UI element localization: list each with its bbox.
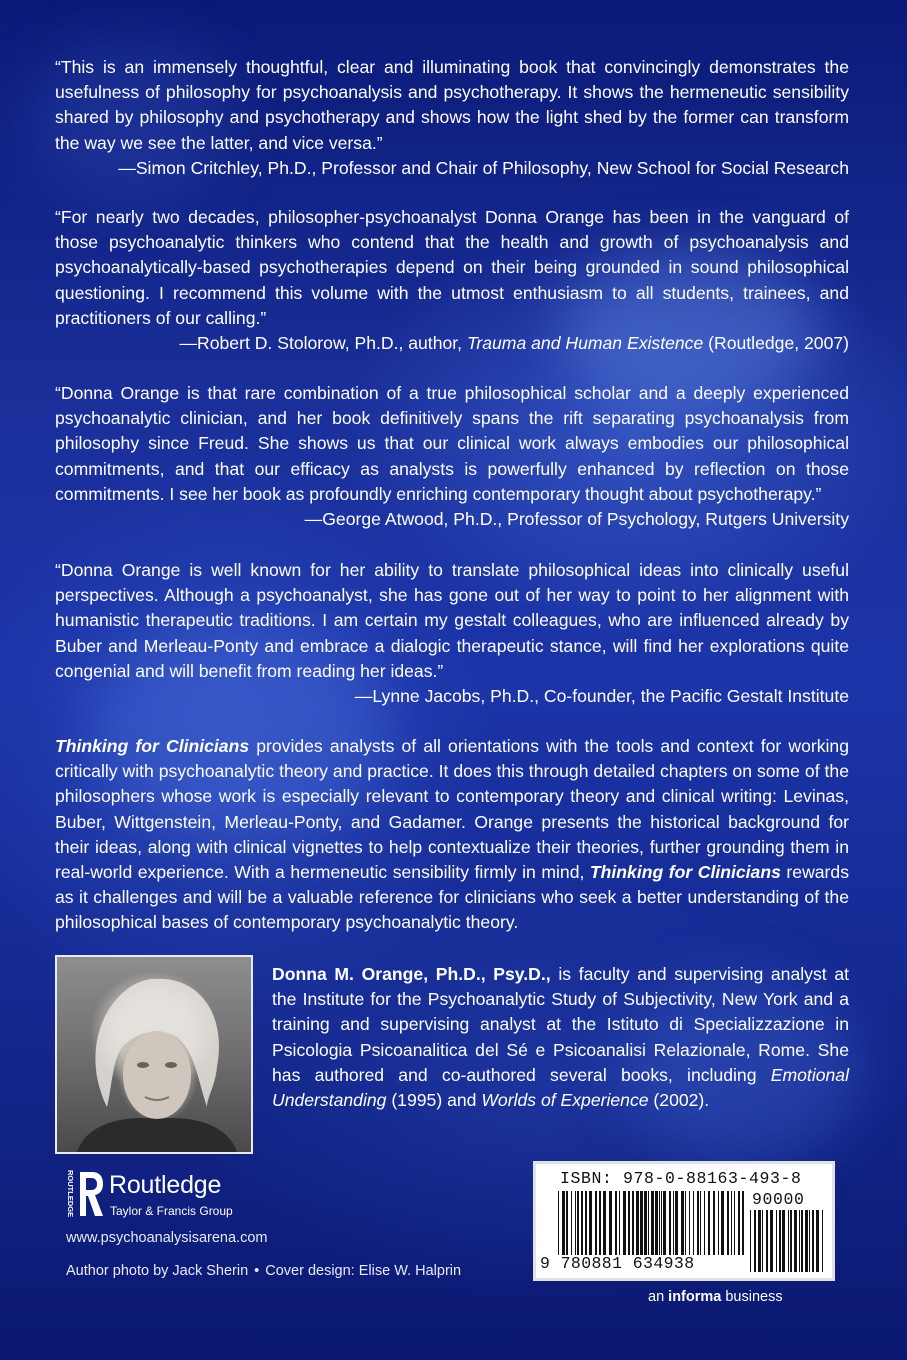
barcode-bar bbox=[648, 1191, 649, 1255]
barcode-bar bbox=[673, 1191, 674, 1255]
attribution-prefix: —Robert D. Stolorow, Ph.D., author, bbox=[179, 333, 467, 354]
quote-attribution: —George Atwood, Ph.D., Professor of Psychology, Rutgers University bbox=[304, 509, 849, 530]
barcode-bar bbox=[738, 1191, 740, 1255]
quote-text: “This is an immensely thoughtful, clear and illuminating book that convincingly demonstrates the usefulness of philosophy for psychoanalysis and psychotherapy. It shows the hermeneutic sensibility shared by philosophy and psychotherapy and shows how the light shed by the former can transform the way we see the latter, and vice versa.” bbox=[55, 57, 849, 153]
informa-prefix: an bbox=[648, 1289, 669, 1305]
barcode-bar bbox=[788, 1210, 789, 1272]
barcode-bar bbox=[571, 1191, 572, 1255]
barcode-bar bbox=[794, 1210, 797, 1272]
isbn-barcode bbox=[533, 1161, 835, 1281]
barcode-bar bbox=[655, 1191, 658, 1255]
barcode-bars-main bbox=[558, 1191, 744, 1255]
barcode-bar bbox=[636, 1191, 639, 1255]
barcode-bar bbox=[731, 1191, 732, 1255]
barcode-bar bbox=[779, 1210, 781, 1272]
photo-credit: Author photo by Jack Sherin bbox=[66, 1263, 249, 1279]
review-quote-jacobs bbox=[55, 558, 849, 709]
publisher-logo bbox=[66, 1168, 286, 1224]
barcode-bar bbox=[750, 1210, 751, 1272]
barcode-bar bbox=[734, 1191, 735, 1255]
barcode-bar bbox=[581, 1191, 583, 1255]
barcode-bar bbox=[589, 1191, 592, 1255]
barcode-bar bbox=[805, 1210, 808, 1272]
barcode-bar bbox=[628, 1191, 630, 1255]
book-reference: Emotional Understanding bbox=[272, 1064, 849, 1111]
barcode-bar bbox=[681, 1191, 684, 1255]
barcode-bar bbox=[708, 1191, 710, 1255]
attribution-book-title: Trauma and Human Existence bbox=[466, 333, 704, 354]
barcode-bar bbox=[615, 1191, 617, 1255]
informa-suffix: business bbox=[721, 1289, 783, 1305]
review-quote-atwood bbox=[55, 381, 849, 532]
credit-separator: • bbox=[254, 1263, 260, 1279]
barcode-bar bbox=[801, 1210, 803, 1272]
bio-text: is faculty and supervising analyst at the Institute for the Psychoanalytic Study of Subjectivity, New York and a training and supervising analyst at the Istituto di Specializzazione in Psicologia Psicoanalitica del Sé e Psicoanalisi Relazionale, Rome. She has authored and co-authored several books, including bbox=[272, 964, 849, 1085]
cover-credits bbox=[66, 1263, 461, 1279]
barcode-bar bbox=[758, 1210, 761, 1272]
bio-text: (1995) and bbox=[386, 1090, 482, 1111]
review-quote-critchley bbox=[55, 55, 849, 181]
barcode-bar bbox=[822, 1210, 823, 1272]
barcode-bar bbox=[776, 1210, 777, 1272]
design-credit: Cover design: Elise W. Halprin bbox=[265, 1263, 462, 1279]
barcode-bar bbox=[659, 1191, 660, 1255]
barcode-bar bbox=[585, 1191, 587, 1255]
barcode-bar bbox=[577, 1191, 579, 1255]
barcode-bar bbox=[669, 1191, 671, 1255]
price-code: 90000 bbox=[752, 1190, 805, 1209]
description-text: provides analysts of all orientations with the tools and context for working critically with psychoanalytic theory and practice. It does this through detailed chapters on some of the philosophers whose work is especially relevant to contemporary theory and clinical writing: Levinas, Buber, Wittgenstein, Merleau-Ponty, and Gadamer. Orange presents the historical background for their ideas, along with clinical vignettes to help contextualize their theories, further grounding them in real-world experience. With a hermeneutic sensibility firmly in mind, bbox=[55, 736, 849, 883]
barcode-bar bbox=[704, 1191, 705, 1255]
barcode-bar bbox=[609, 1191, 612, 1255]
quote-text: “For nearly two decades, philosopher-psychoanalyst Donna Orange has been in the vanguard of those psychoanalytic thinkers who contend that the health and growth of psychoanalysis and psychoanalytically-based psychotherapies depend on their being grounded in sound philosophical questioning. I recommend this volume with the utmost enthusiasm to all students, trainees, and practitioners of our calling.” bbox=[55, 207, 849, 328]
barcode-bar bbox=[742, 1191, 744, 1255]
description-text: rewards as it challenges and will be a valuable reference for clinicians who seek a better understanding of the philosophical bases of contemporary psychoanalytic theory. bbox=[55, 862, 849, 933]
barcode-bar bbox=[640, 1191, 643, 1255]
barcode-bar bbox=[675, 1191, 678, 1255]
book-title: Thinking for Clinicians bbox=[55, 736, 250, 756]
informa-brand: informa bbox=[668, 1289, 722, 1305]
author-photo bbox=[55, 955, 253, 1154]
barcode-bar bbox=[721, 1191, 724, 1255]
bio-text: (2002). bbox=[648, 1090, 710, 1111]
quote-attribution: —Lynne Jacobs, Ph.D., Co-founder, the Pacific Gestalt Institute bbox=[354, 686, 849, 707]
author-portrait-sketch bbox=[57, 957, 251, 1152]
barcode-bar bbox=[595, 1191, 597, 1255]
barcode-bar bbox=[700, 1191, 701, 1255]
isbn-number: ISBN: 978-0-88163-493-8 bbox=[560, 1169, 802, 1188]
barcode-bar bbox=[689, 1191, 690, 1255]
barcode-bar bbox=[693, 1191, 694, 1255]
barcode-bar bbox=[766, 1210, 768, 1272]
author-bio bbox=[272, 962, 849, 1113]
barcode-bar bbox=[816, 1210, 819, 1272]
barcode-bar bbox=[762, 1210, 763, 1272]
barcode-bar bbox=[619, 1191, 620, 1255]
barcode-bar bbox=[663, 1191, 666, 1255]
barcode-bar bbox=[790, 1210, 792, 1272]
barcode-bar bbox=[718, 1191, 719, 1255]
barcode-bar bbox=[562, 1191, 565, 1255]
quote-text: “Donna Orange is that rare combination of a true philosophical scholar and a deeply experienced psychoanalytic clinician, and her book definitively spans the rift separating psychoanalysis from philosophy since Freud. She shows us that our clinical work always embodies our philosophical commitments, and that our efficacy as analysts is powerfully enhanced by reflection on those commitments. I see her book as profoundly enriching contemporary thought about psychotherapy.” bbox=[55, 383, 849, 504]
barcode-bar bbox=[713, 1191, 715, 1255]
barcode-digits: 9 780881 634938 bbox=[540, 1254, 695, 1273]
barcode-bar bbox=[697, 1191, 699, 1255]
barcode-bar bbox=[566, 1191, 568, 1255]
barcode-bar bbox=[644, 1191, 647, 1255]
quote-attribution: —Simon Critchley, Ph.D., Professor and Chair of Philosophy, New School for Social Research bbox=[118, 157, 849, 178]
barcode-bars-addon bbox=[750, 1210, 826, 1272]
barcode-bar bbox=[809, 1210, 810, 1272]
barcode-bar bbox=[661, 1191, 662, 1255]
quote-text: “Donna Orange is well known for her ability to translate philosophical ideas into clinically useful perspectives. Although a psychoanalyst, she has gone out of her way to point to her alignment with humanistic therapeutic traditions. I am certain my gestalt colleagues, who are influenced already by Buber and Merleau-Ponty and embrace a dialogic therapeutic stance, will find her explorations quite congenial and will benefit from reading her ideas.” bbox=[55, 560, 849, 681]
barcode-bar bbox=[812, 1210, 814, 1272]
attribution-suffix: (Routledge, 2007) bbox=[703, 333, 849, 354]
barcode-bar bbox=[651, 1191, 654, 1255]
barcode-bar bbox=[754, 1210, 756, 1272]
barcode-bar bbox=[770, 1210, 773, 1272]
quote-attribution bbox=[55, 331, 849, 356]
barcode-bar bbox=[799, 1210, 800, 1272]
barcode-bar bbox=[603, 1191, 606, 1255]
vertical-wordmark: ROUTLEDGE bbox=[66, 1170, 75, 1218]
barcode-bar bbox=[685, 1191, 686, 1255]
publisher-name: Routledge bbox=[109, 1171, 222, 1199]
barcode-bar bbox=[599, 1191, 601, 1255]
barcode-bar bbox=[782, 1210, 785, 1272]
barcode-bar bbox=[558, 1191, 559, 1255]
barcode-bar bbox=[575, 1191, 576, 1255]
barcode-bar bbox=[623, 1191, 626, 1255]
review-quote-stolorow bbox=[55, 205, 849, 356]
barcode-bar bbox=[632, 1191, 634, 1255]
publisher-url[interactable]: www.psychoanalysisarena.com bbox=[66, 1230, 268, 1246]
book-reference: Worlds of Experience bbox=[481, 1090, 649, 1111]
book-description bbox=[55, 734, 849, 936]
publisher-group: Taylor & Francis Group bbox=[110, 1204, 233, 1218]
book-title: Thinking for Clinicians bbox=[589, 862, 781, 883]
barcode-bar bbox=[727, 1191, 729, 1255]
author-name: Donna M. Orange, Ph.D., Psy.D., bbox=[272, 964, 551, 984]
routledge-r-icon bbox=[66, 1168, 104, 1220]
informa-tagline bbox=[648, 1289, 783, 1305]
